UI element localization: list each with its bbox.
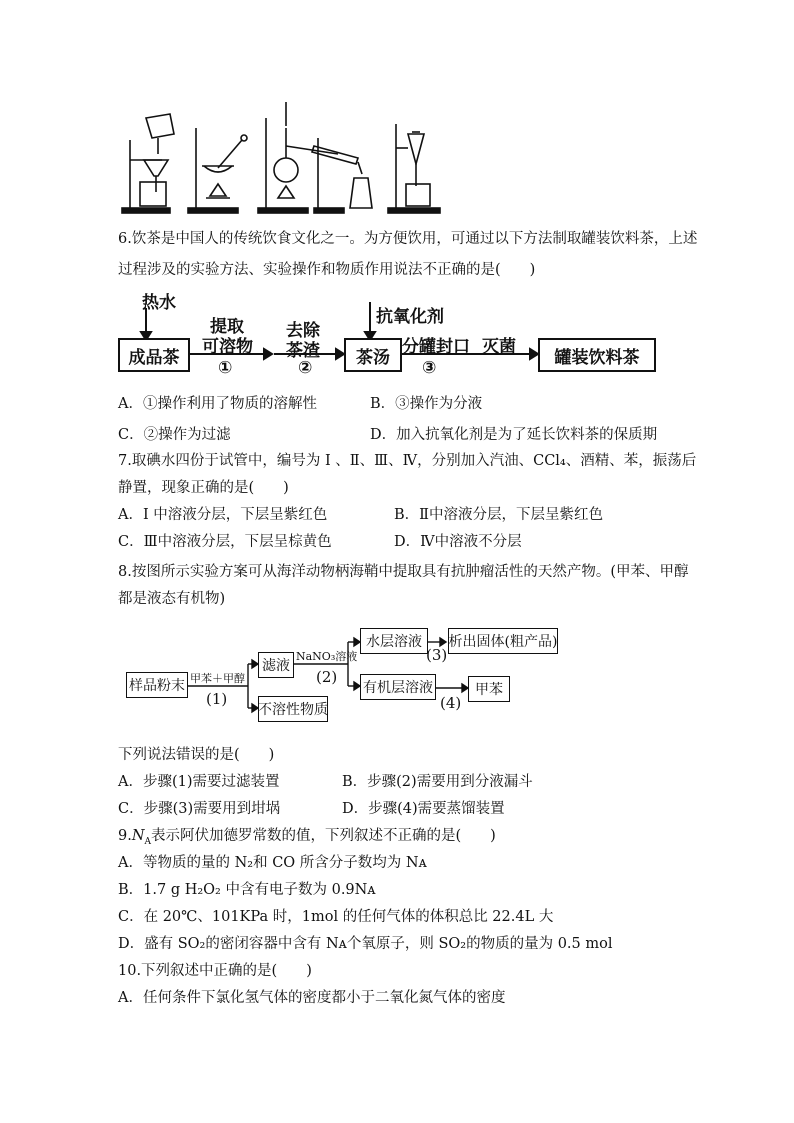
q7-option-c[interactable]: C．Ⅲ中溶液分层，下层呈棕黄色 [118, 534, 332, 550]
q9-option-c[interactable]: C．在 20℃、101KPa 时，1mol 的任何气体的体积总比 22.4L 大 [118, 909, 554, 925]
evaporation-apparatus [188, 128, 247, 213]
q9-option-b[interactable]: B．1.7 g H₂O₂ 中含有电子数为 0.9Nᴀ [118, 882, 376, 898]
q6-stem-line2: 过程涉及的实验方法、实验操作和物质作用说法不正确的是( ) [118, 262, 536, 278]
q8-step4: (4) [440, 694, 462, 712]
q8-box-organic: 有机层溶液 [360, 674, 436, 700]
q8-box-crude-solid: 析出固体(粗产品) [448, 628, 558, 654]
q6-step3-num: ③ [422, 358, 437, 378]
q6-step1-num: ① [218, 358, 233, 378]
q8-option-b[interactable]: B．步骤(2)需要用到分液漏斗 [342, 774, 533, 790]
q9-stem-text: 表示阿伏加德罗常数的值，下列叙述不正确的是( ) [151, 828, 496, 844]
q6-step2-num: ② [298, 358, 313, 378]
q6-step1-bottom: 可溶物 [202, 337, 253, 357]
lab-apparatus-figure [118, 98, 448, 216]
q9-option-a[interactable]: A．等物质的量的 N₂和 CO 所含分子数均为 Nᴀ [118, 855, 427, 871]
q10-stem: 10.下列叙述中正确的是( ) [118, 963, 312, 979]
q6-option-c[interactable]: C．②操作为过滤 [118, 427, 231, 443]
q6-box-finished-tea: 成品茶 [118, 338, 190, 372]
q8-step1: (1) [206, 690, 228, 708]
q8-reagent1: 甲苯＋甲醇 [190, 672, 245, 685]
q8-box-aqueous: 水层溶液 [360, 628, 428, 654]
q8-box-filtrate: 滤液 [258, 652, 294, 678]
q6-box-tea-soup: 茶汤 [344, 338, 402, 372]
q6-step2-bottom: 茶渣 [286, 341, 320, 361]
q7-option-d[interactable]: D．Ⅳ中溶液不分层 [394, 534, 522, 550]
q10-option-a[interactable]: A．任何条件下氯化氢气体的密度都小于二氧化氮气体的密度 [118, 990, 506, 1006]
q8-stem-line2: 都是液态有机物) [118, 591, 226, 607]
q8-process-diagram [126, 622, 566, 728]
q8-step2: (2) [316, 668, 338, 686]
q8-box-sample-powder: 样品粉末 [126, 672, 188, 698]
q9-stem [118, 826, 496, 852]
q9-option-d[interactable]: D．盛有 SO₂的密闭容器中含有 Nᴀ个氧原子，则 SO₂的物质的量为 0.5 mol [118, 936, 613, 952]
q9-stem-na-sub: A [144, 836, 152, 847]
q8-option-c[interactable]: C．步骤(3)需要用到坩埚 [118, 801, 281, 817]
q6-option-a[interactable]: A．①操作利用了物质的溶解性 [118, 396, 317, 412]
q7-option-b[interactable]: B．Ⅱ中溶液分层，下层呈紫红色 [394, 507, 604, 523]
distillation-apparatus [258, 102, 372, 213]
q6-hot-water-label: 热水 [142, 293, 176, 313]
q8-box-toluene: 甲苯 [468, 676, 510, 702]
q8-box-insoluble: 不溶性物质 [258, 696, 328, 722]
q6-box-canned-tea: 罐装饮料茶 [538, 338, 656, 372]
q8-stem-line1: 8.按图所示实验方案可从海洋动物柄海鞘中提取具有抗肿瘤活性的天然产物。(甲苯、甲醇 [118, 564, 689, 580]
q8-option-a[interactable]: A．步骤(1)需要过滤装置 [118, 774, 280, 790]
q8-question: 下列说法错误的是( ) [118, 747, 275, 763]
q7-option-a[interactable]: A．Ⅰ 中溶液分层，下层呈紫红色 [118, 507, 328, 523]
q6-option-b[interactable]: B．③操作为分液 [370, 396, 483, 412]
q6-antioxidant-label: 抗氧化剂 [376, 307, 444, 327]
q9-stem-na: N [131, 828, 145, 844]
q6-process-diagram [118, 286, 658, 386]
q9-stem-prefix: 9. [118, 828, 132, 844]
q6-step1-top: 提取 [210, 317, 244, 337]
q6-step2-top: 去除 [286, 321, 320, 341]
q6-step3-seal: 分罐封口 [402, 337, 470, 357]
q8-option-d[interactable]: D．步骤(4)需要蒸馏装置 [342, 801, 505, 817]
q8-step3: (3) [426, 646, 448, 664]
q8-reagent2: NaNO₃溶液 [296, 650, 358, 663]
q6-stem-line1: 6.饮茶是中国人的传统饮食文化之一。为方便饮用，可通过以下方法制取罐装饮料茶，上述 [118, 231, 698, 247]
q6-option-d[interactable]: D．加入抗氧化剂是为了延长饮料茶的保质期 [370, 427, 658, 443]
q7-stem-line2: 静置，现象正确的是( ) [118, 480, 289, 496]
filtration-apparatus [122, 114, 174, 213]
q6-step3-sterilize: 灭菌 [482, 337, 516, 357]
q7-stem-line1: 7.取碘水四份于试管中，编号为 Ⅰ 、Ⅱ、Ⅲ、Ⅳ，分别加入汽油、CCl₄、酒精、苯，振荡后 [118, 453, 697, 469]
separatory-funnel-apparatus [388, 124, 440, 213]
